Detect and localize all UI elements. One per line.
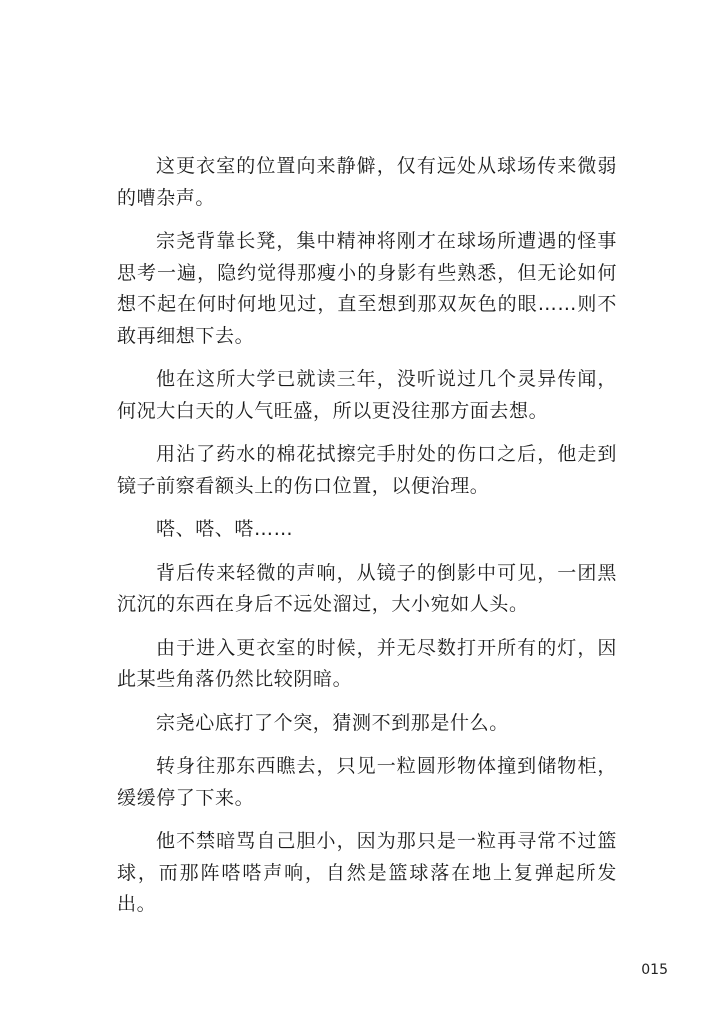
paragraph: 宗尧背靠长凳，集中精神将刚才在球场所遭遇的怪事思考一遍，隐约觉得那瘦小的身影有些熟悉，但无论如何想不起在何时何地见过，直至想到那双灰色的眼……则不敢再细想下去。 — [117, 230, 617, 347]
paragraph: 由于进入更衣室的时候，并无尽数打开所有的灯，因此某些角落仍然比较阴暗。 — [117, 636, 617, 690]
paragraph: 嗒、嗒、嗒…… — [156, 518, 294, 540]
paragraph: 他在这所大学已就读三年，没听说过几个灵异传闻，何况大白天的人气旺盛，所以更没往那方面去想。 — [117, 368, 617, 422]
paragraph: 他不禁暗骂自己胆小，因为那只是一粒再寻常不过篮球，而那阵嗒嗒声响，自然是篮球落在地上复弹起所发出。 — [117, 830, 617, 915]
paragraph: 转身往那东西瞧去，只见一粒圆形物体撞到储物柜，缓缓停了下来。 — [117, 755, 617, 809]
paragraph: 用沾了药水的棉花拭擦完手肘处的伤口之后，他走到镜子前察看额头上的伤口位置，以便治理。 — [117, 443, 617, 497]
paragraph: 这更衣室的位置向来静僻，仅有远处从球场传来微弱的嘈杂声。 — [117, 155, 617, 209]
body-text — [117, 151, 617, 933]
paragraph: 背后传来轻微的声响，从镜子的倒影中可见，一团黑沉沉的东西在身后不远处溜过，大小宛如人头。 — [117, 561, 617, 615]
paragraph: 宗尧心底打了个突，猜测不到那是什么。 — [156, 711, 509, 734]
page-number: 015 — [641, 962, 668, 978]
